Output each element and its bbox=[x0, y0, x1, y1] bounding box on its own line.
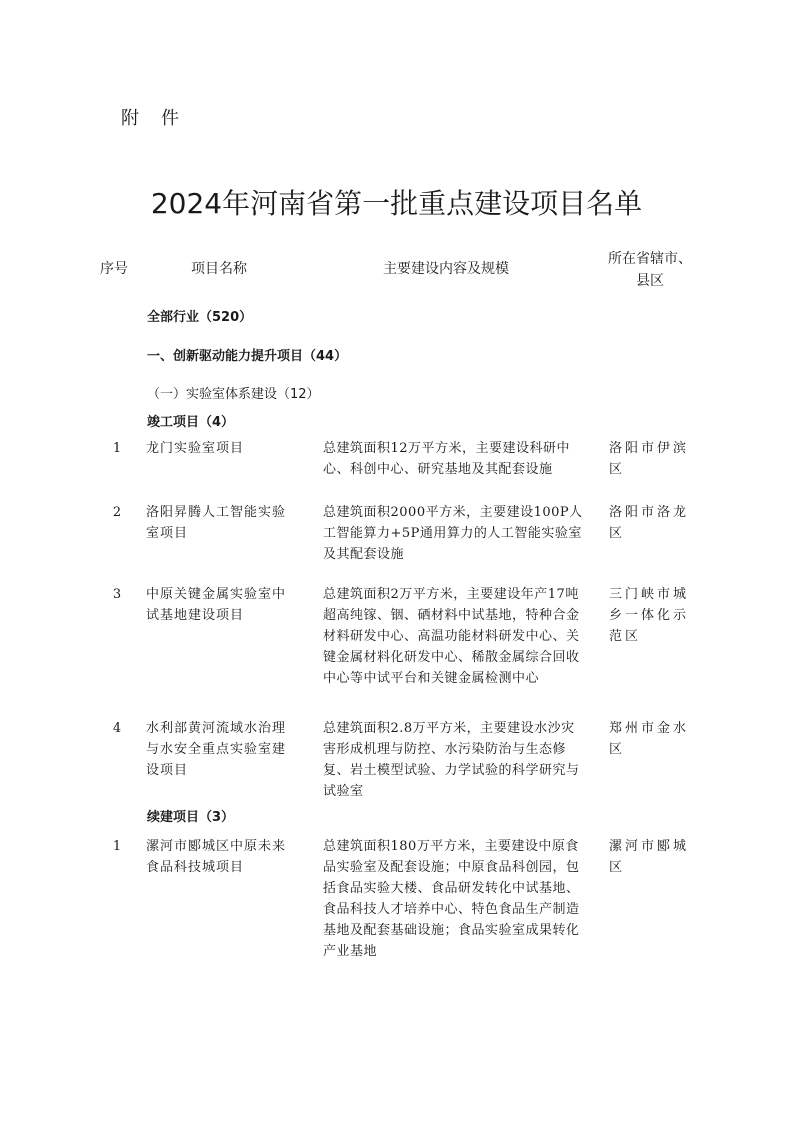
section-completed: 竣工项目（4） bbox=[147, 415, 235, 430]
attachment-label: 附件 bbox=[121, 108, 201, 129]
row-location: 漯河市郾城区 bbox=[609, 839, 690, 875]
row-content: 总建筑面积2万平方米，主要建设年产17吨超高纯镓、铟、硒材料中试基地，特种合金材料研发中心、高温功能材料研发中心、关键金属材料化研发中心、稀散金属综合回收中心等中试平台和关键金属检测中心 bbox=[323, 587, 580, 686]
row-location: 洛阳市洛龙区 bbox=[609, 505, 690, 541]
header-project-name: 项目名称 bbox=[191, 261, 247, 277]
row-number: 1 bbox=[112, 441, 122, 456]
row-number: 4 bbox=[112, 721, 122, 736]
row-location: 郑州市金水区 bbox=[609, 721, 690, 757]
row-project-name: 漯河市郾城区中原未来食品科技城项目 bbox=[146, 839, 287, 875]
row-location: 洛阳市伊滨区 bbox=[609, 441, 690, 477]
section-continuing: 续建项目（3） bbox=[147, 810, 235, 825]
row-number: 3 bbox=[112, 587, 122, 602]
section-all-industries: 全部行业（520） bbox=[147, 310, 253, 325]
page-title: 2024年河南省第一批重点建设项目名单 bbox=[150, 187, 643, 220]
row-project-name: 中原关键金属实验室中试基地建设项目 bbox=[146, 587, 287, 623]
header-location: 所在省辖市、县区 bbox=[608, 251, 692, 289]
row-location: 三门峡市城乡一体化示范区 bbox=[609, 587, 690, 644]
row-project-name: 龙门实验室项目 bbox=[146, 441, 245, 456]
row-content: 总建筑面积2000平方米，主要建设100P人工智能算力+5P通用算力的人工智能实验室及其配套设施 bbox=[323, 505, 583, 562]
row-content: 总建筑面积2.8万平方米，主要建设水沙灾害形成机理与防控、水污染防治与生态修复、岩土模型试验、力学试验的科学研究与试验室 bbox=[323, 721, 580, 799]
row-number: 1 bbox=[112, 839, 122, 854]
row-project-name: 水利部黄河流域水治理与水安全重点实验室建设项目 bbox=[146, 721, 287, 778]
row-content: 总建筑面积12万平方米，主要建设科研中心、科创中心、研究基地及其配套设施 bbox=[323, 441, 571, 477]
section-category-1: 一、创新驱动能力提升项目（44） bbox=[147, 349, 348, 364]
header-seq: 序号 bbox=[100, 261, 128, 277]
row-number: 2 bbox=[112, 505, 122, 520]
row-content: 总建筑面积180万平方米，主要建设中原食品实验室及配套设施；中原食品科创园，包括食品实验大楼、食品研发转化中试基地、食品科技人才培养中心、特色食品生产制造基地及配套基础设施；食品实验室成果转化产业基地 bbox=[323, 839, 580, 959]
row-project-name: 洛阳昇腾人工智能实验室项目 bbox=[146, 505, 287, 541]
header-content: 主要建设内容及规模 bbox=[383, 261, 509, 277]
section-subcategory-1: （一）实验室体系建设（12） bbox=[147, 387, 320, 402]
